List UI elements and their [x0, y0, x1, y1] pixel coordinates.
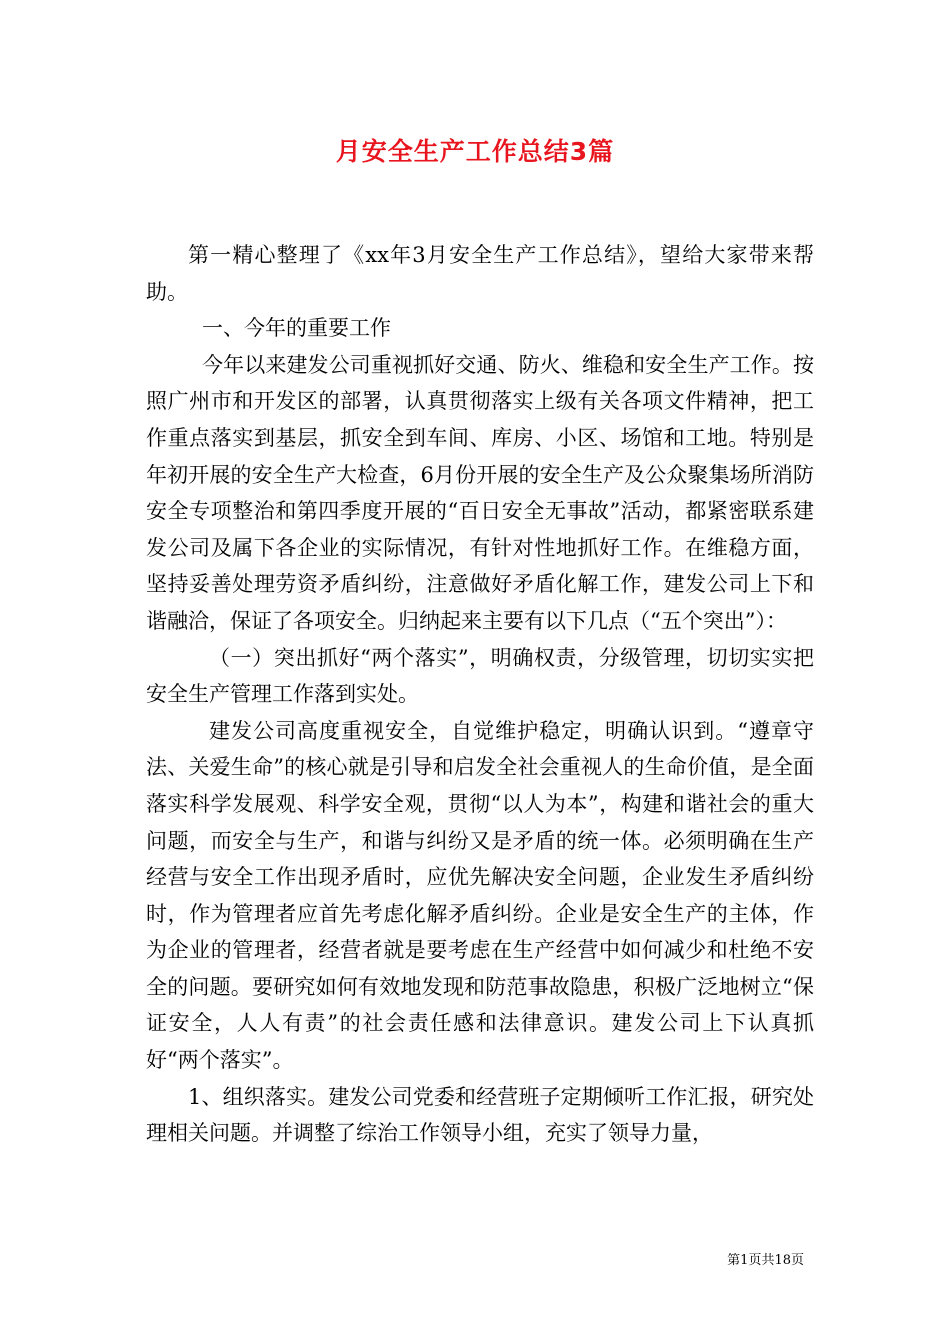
- paragraph-safety: 建发公司高度重视安全，自觉维护稳定，明确认识到。“遵章守法、关爱生命”的核心就是引导和启发全社会重视人的生命价值，是全面落实科学发展观、科学安全观，贯彻“以人为本”，构建和谐社会的重大问题，而安全与生产，和谐与纠纷又是矛盾的统一体。必须明确在生产经营与安全工作出现矛盾时，应优先解决安全问题，企业发生矛盾纠纷时，作为管理者应首先考虑化解矛盾纠纷。企业是安全生产的主体，作为企业的管理者，经营者就是要考虑在生产经营中如何减少和杜绝不安全的问题。要研究如何有效地发现和防范事故隐患，积极广泛地树立“保证安全，人人有责”的社会责任感和法律意识。建发公司上下认真抓好“两个落实”。: [146, 718, 814, 1073]
- paragraph-organization: 1、组织落实。建发公司党委和经营班子定期倾听工作汇报，研究处理相关问题。并调整了综治工作领导小组，充实了领导力量，: [146, 1084, 814, 1146]
- intro-paragraph: 第一精心整理了《xx年3月安全生产工作总结》，望给大家带来帮助。: [146, 243, 814, 304]
- paragraph-overview: 今年以来建发公司重视抓好交通、防火、维稳和安全生产工作。按照广州市和开发区的部署，认真贯彻落实上级有关各项文件精神，把工作重点落实到基层，抓安全到车间、库房、小区、场馆和工地。特别是年初开展的安全生产大检查，6月份开展的安全生产及公众聚集场所消防安全专项整治和第四季度开展的“百日安全无事故”活动，都紧密联系建发公司及属下各企业的实际情况，有针对性地抓好工作。在维稳方面，坚持妥善处理劳资矛盾纠纷，注意做好矛盾化解工作，建发公司上下和谐融洽，保证了各项安全。归纳起来主要有以下几点（“五个突出”）：: [146, 352, 814, 633]
- subsection-heading: （一）突出抓好“两个落实”，明确权责，分级管理，切切实实把安全生产管理工作落到实处。: [146, 645, 814, 707]
- document-title: 月安全生产工作总结3篇: [335, 137, 615, 166]
- page-number: 第1页共18页: [727, 1253, 804, 1268]
- document-body: [146, 237, 814, 1152]
- section-heading: 一、今年的重要工作: [202, 316, 391, 341]
